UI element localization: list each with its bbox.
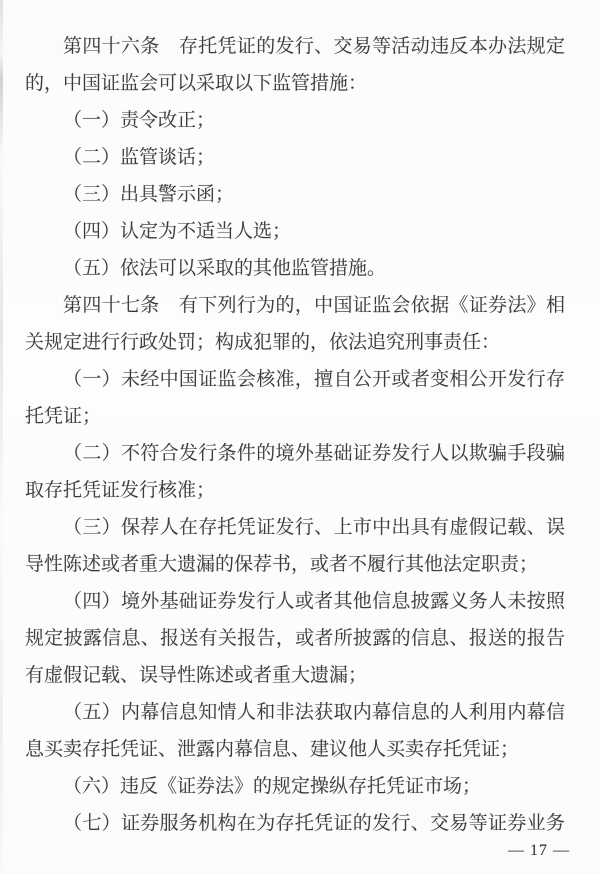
- document-body: [25, 28, 565, 842]
- paragraph: （七）证券服务机构在为存托凭证的发行、交易等证券业务: [63, 813, 565, 834]
- paragraph: （三）出具警示函；: [63, 184, 235, 205]
- paragraph: 第四十七条 有下列行为的，中国证监会依据《证券法》相关规定进行行政处罚；构成犯罪的，依法追究刑事责任：: [25, 295, 565, 353]
- paragraph: （五）依法可以采取的其他监管措施。: [63, 258, 387, 279]
- page-number: — 17 —: [508, 842, 570, 859]
- paragraph: （四）境外基础证券发行人或者其他信息披露义务人未按照规定披露信息、报送有关报告，或者所披露的信息、报送的报告有虚假记载、误导性陈述或者重大遗漏；: [25, 591, 565, 686]
- paragraph: （六）违反《证券法》的规定操纵存托凭证市场；: [63, 776, 482, 797]
- paragraph: （一）责令改正；: [63, 110, 216, 131]
- paragraph: （一）未经中国证监会核准，擅自公开或者变相公开发行存托凭证；: [25, 369, 565, 427]
- paragraph: （四）认定为不适当人选；: [63, 221, 292, 242]
- paragraph: （二）监管谈话；: [63, 147, 216, 168]
- paragraph: （二）不符合发行条件的境外基础证券发行人以欺骗手段骗取存托凭证发行核准；: [25, 443, 565, 501]
- paragraph: 第四十六条 存托凭证的发行、交易等活动违反本办法规定的，中国证监会可以采取以下监管措施：: [25, 36, 565, 94]
- paragraph: （五）内幕信息知情人和非法获取内幕信息的人利用内幕信息买卖存托凭证、泄露内幕信息、建议他人买卖存托凭证；: [25, 702, 565, 760]
- scan-edge-artifact: [0, 0, 3, 874]
- paragraph: （三）保荐人在存托凭证发行、上市中出具有虚假记载、误导性陈述或者重大遗漏的保荐书，或者不履行其他法定职责；: [25, 517, 565, 575]
